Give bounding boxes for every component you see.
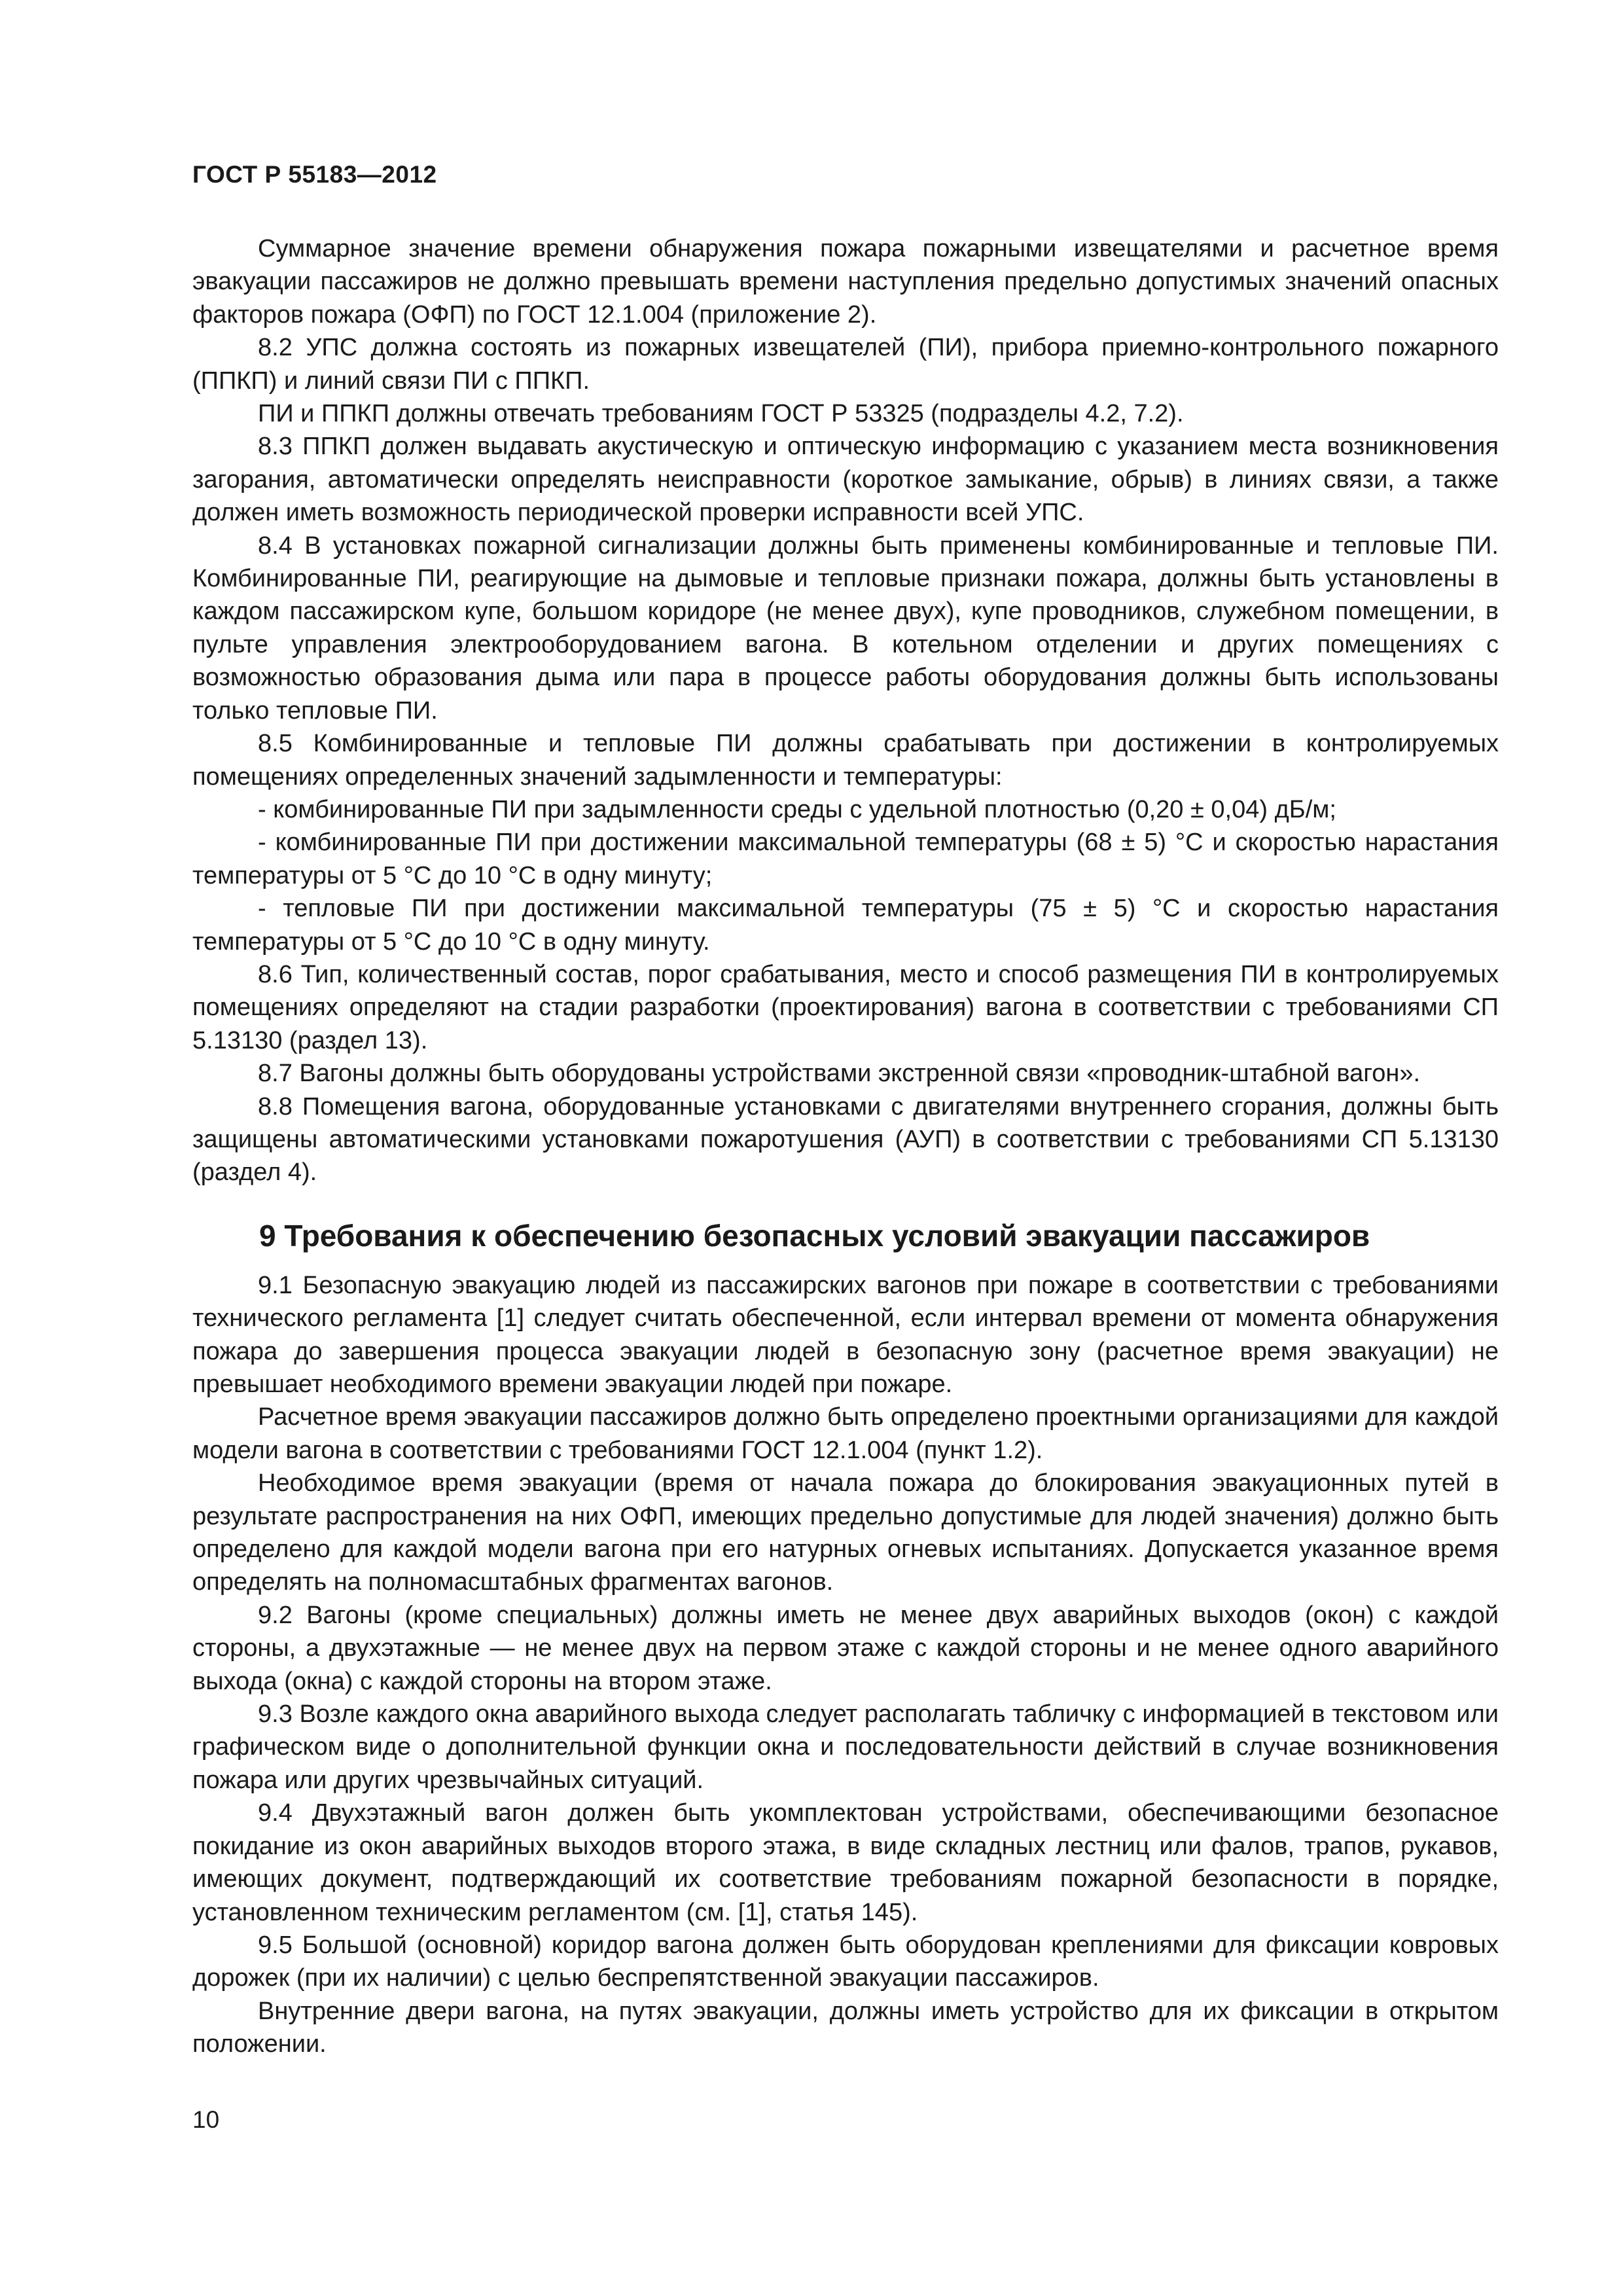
list-item-combined-temperature: - комбинированные ПИ при достижении максимальной температуры (68 ± 5) °С и скоростью нарастания температуры от 5 °С до 10 °С в одну минуту; <box>192 829 1499 889</box>
paragraph-9-2: 9.2 Вагоны (кроме специальных) должны иметь не менее двух аварийных выходов (окон) с каждой стороны, а двухэтажные — не менее двух на первом этаже с каждой стороны и не менее одного аварийного выхода (окна) с каждой стороны на втором этаже. <box>192 1601 1499 1695</box>
paragraph-8-2: 8.2 УПС должна состоять из пожарных извещателей (ПИ), прибора приемно-контрольного пожарного (ППКП) и линий связи ПИ с ППКП. <box>192 334 1499 395</box>
paragraph-pi-ppkp-requirements: ПИ и ППКП должны отвечать требованиям ГОСТ Р 53325 (подразделы 4.2, 7.2). <box>258 400 1184 428</box>
paragraph-8-4: 8.4 В установках пожарной сигнализации должны быть применены комбинированные и тепловые ПИ. Комбинированные ПИ, реагирующие на дымовые и тепловые признаки пожара, должны быть установлены в каждом пассажирском купе, большом коридоре (не менее двух), купе проводников, служебном помещении, в пульте управления электрооборудованием вагона. В котельном отделении и других помещениях с возможностью образования дыма или пара в процессе работы оборудования должны быть использованы только тепловые ПИ. <box>192 531 1499 725</box>
paragraph-8-3: 8.3 ППКП должен выдавать акустическую и оптическую информацию с указанием места возникновения загорания, автоматически определять неисправности (короткое замыкание, обрыв) в линиях связи, а также должен иметь возможность периодической проверки исправности всей УПС. <box>192 433 1499 527</box>
paragraph-8-7: 8.7 Вагоны должны быть оборудованы устройствами экстренной связи «проводник-штабной вагон». <box>258 1060 1421 1088</box>
paragraph-inner-doors: Внутренние двери вагона, на путях эвакуации, должны иметь устройство для их фиксации в открытом положении. <box>192 1997 1499 2058</box>
list-item-smoke: - комбинированные ПИ при задымленности среды с удельной плотностью (0,20 ± 0,04) дБ/м; <box>258 795 1336 823</box>
paragraph-8-8: 8.8 Помещения вагона, оборудованные установками с двигателями внутреннего сгорания, должны быть защищены автоматическими установками пожаротушения (АУП) в соответствии с требованиями СП 5.13130 (раздел 4). <box>192 1092 1499 1187</box>
section-9-heading: 9 Требования к обеспечению безопасных условий эвакуации пассажиров <box>259 1218 1370 1253</box>
list-item-thermal: - тепловые ПИ при достижении максимальной температуры (75 ± 5) °С и скоростью нарастания температуры от 5 °С до 10 °С в одну минуту. <box>192 895 1499 956</box>
paragraph-9-4: 9.4 Двухэтажный вагон должен быть укомплектован устройствами, обеспечивающими безопасное покидание из окон аварийных выходов второго этажа, в виде складных лестниц или фалов, трапов, рукавов, имеющих документ, подтверждающий их соответствие требованиям пожарной безопасности в порядке, установленном техническим регламентом (см. [1], статья 145). <box>192 1799 1499 1926</box>
paragraph-required-time: Необходимое время эвакуации (время от начала пожара до блокирования эвакуационных путей в результате распространения на них ОФП, имеющих предельно допустимые для людей значения) должно быть определено для каждой модели вагона при его натурных огневых испытаниях. Допускается указанное время определять на полномасштабных фрагментах вагонов. <box>192 1469 1499 1596</box>
paragraph-evacuation-time: Суммарное значение времени обнаружения пожара пожарными извещателями и расчетное время эвакуации пассажиров не должно превышать времени наступления предельно допустимых значений опасных факторов пожара (ОФП) по ГОСТ 12.1.004 (приложение 2). <box>192 235 1499 329</box>
paragraph-8-6: 8.6 Тип, количественный состав, порог срабатывания, место и способ размещения ПИ в контролируемых помещениях определяют на стадии разработки (проектирования) вагона в соответствии с требованиями СП 5.13130 (раздел 13). <box>192 960 1499 1054</box>
page-number: 10 <box>192 2106 220 2133</box>
paragraph-9-1: 9.1 Безопасную эвакуацию людей из пассажирских вагонов при пожаре в соответствии с требованиями технического регламента [1] следует считать обеспеченной, если интервал времени от момента обнаружения пожара до завершения процесса эвакуации людей в безопасную зону (расчетное время эвакуации) не превышает необходимого времени эвакуации людей при пожаре. <box>192 1271 1499 1398</box>
document-body <box>192 232 1499 2061</box>
paragraph-estimated-time: Расчетное время эвакуации пассажиров должно быть определено проектными организациями для каждой модели вагона в соответствии с требованиями ГОСТ 12.1.004 (пункт 1.2). <box>192 1403 1499 1464</box>
paragraph-9-5: 9.5 Большой (основной) коридор вагона должен быть оборудован креплениями для фиксации ковровых дорожек (при их наличии) с целью беспрепятственной эвакуации пассажиров. <box>192 1931 1499 1992</box>
paragraph-8-5: 8.5 Комбинированные и тепловые ПИ должны срабатывать при достижении в контролируемых помещениях определенных значений задымленности и температуры: <box>192 730 1499 791</box>
paragraph-9-3: 9.3 Возле каждого окна аварийного выхода следует располагать табличку с информацией в текстовом или графическом виде о дополнительной функции окна и последовательности действий в случае возникновения пожара или других чрезвычайных ситуаций. <box>192 1700 1499 1794</box>
document-header: ГОСТ Р 55183—2012 <box>192 161 437 188</box>
